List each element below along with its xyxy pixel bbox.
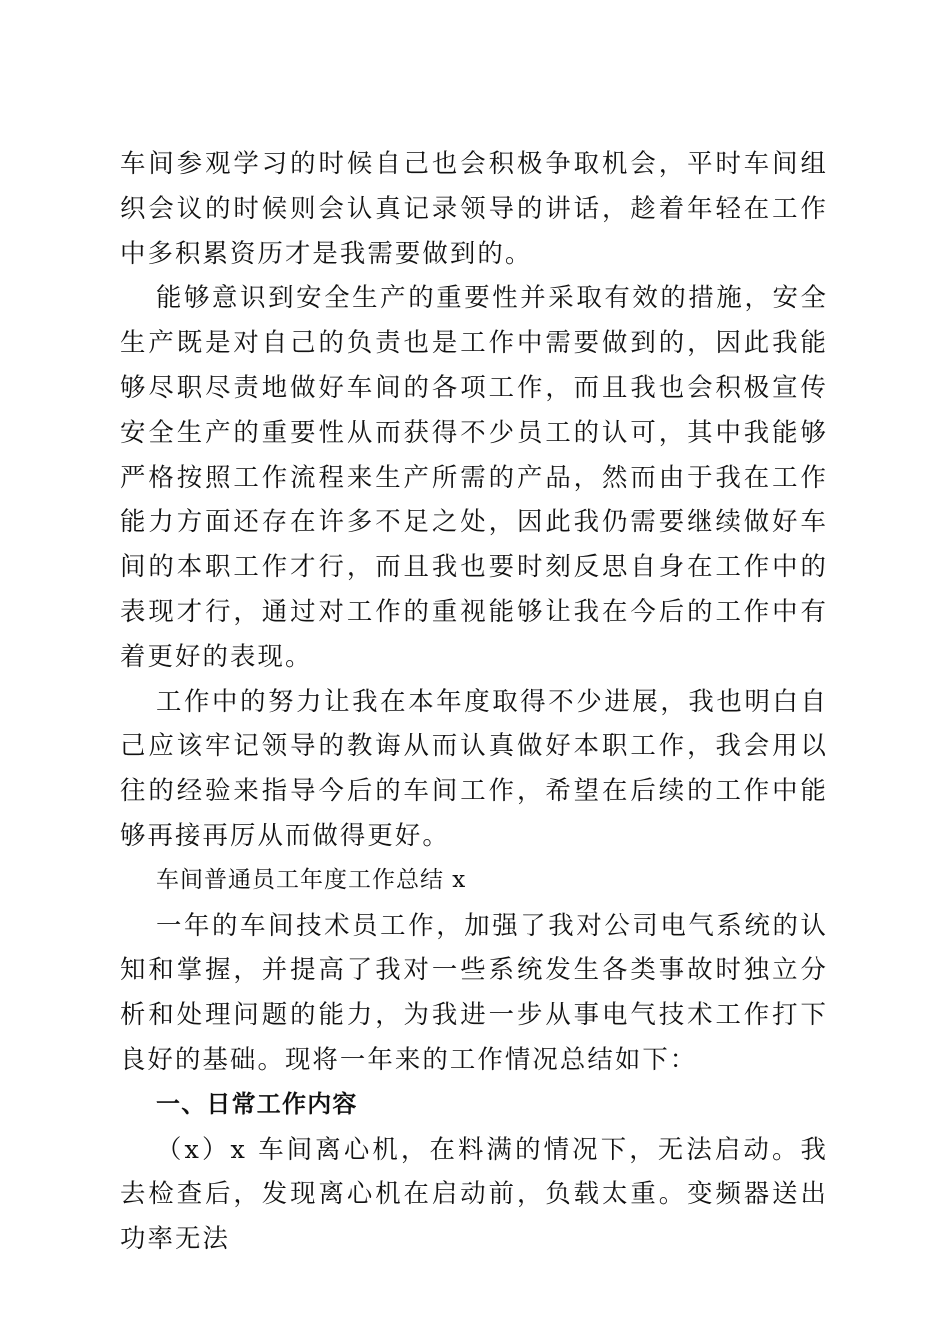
document-subtitle: 车间普通员工年度工作总结 x (156, 866, 467, 893)
section-heading: 一、日常工作内容 (156, 1089, 358, 1118)
item-paragraph: （x）x 车间离心机，在料满的情况下，无法启动。我去检查后，发现离心机在启动前，负载太重。变频器送出功率无法 (120, 1133, 828, 1254)
paragraph-3: 工作中的努力让我在本年度取得不少进展，我也明白自己应该牢记领导的教诲从而认真做好本职工作，我会用以往的经验来指导今后的车间工作，希望在后续的工作中能够再接再厉从而做得更好。 (120, 685, 828, 850)
intro-paragraph: 一年的车间技术员工作，加强了我对公司电气系统的认知和掌握，并提高了我对一些系统发生各类事故时独立分析和处理问题的能力，为我进一步从事电气技术工作打下良好的基础。现将一年来的工作情况总结如下： (120, 909, 828, 1074)
paragraph-2: 能够意识到安全生产的重要性并采取有效的措施，安全生产既是对自己的负责也是工作中需要做到的，因此我能够尽职尽责地做好车间的各项工作，而且我也会积极宣传安全生产的重要性从而获得不少员工的认可，其中我能够严格按照工作流程来生产所需的产品，然而由于我在工作能力方面还存在许多不足之处，因此我仍需要继续做好车间的本职工作才行，而且我也要时刻反思自身在工作中的表现才行，通过对工作的重视能够让我在今后的工作中有着更好的表现。 (120, 282, 828, 671)
paragraph-1: 车间参观学习的时候自己也会积极争取机会，平时车间组织会议的时候则会认真记录领导的讲话，趁着年轻在工作中多积累资历才是我需要做到的。 (120, 148, 828, 268)
document-page (120, 141, 828, 1261)
